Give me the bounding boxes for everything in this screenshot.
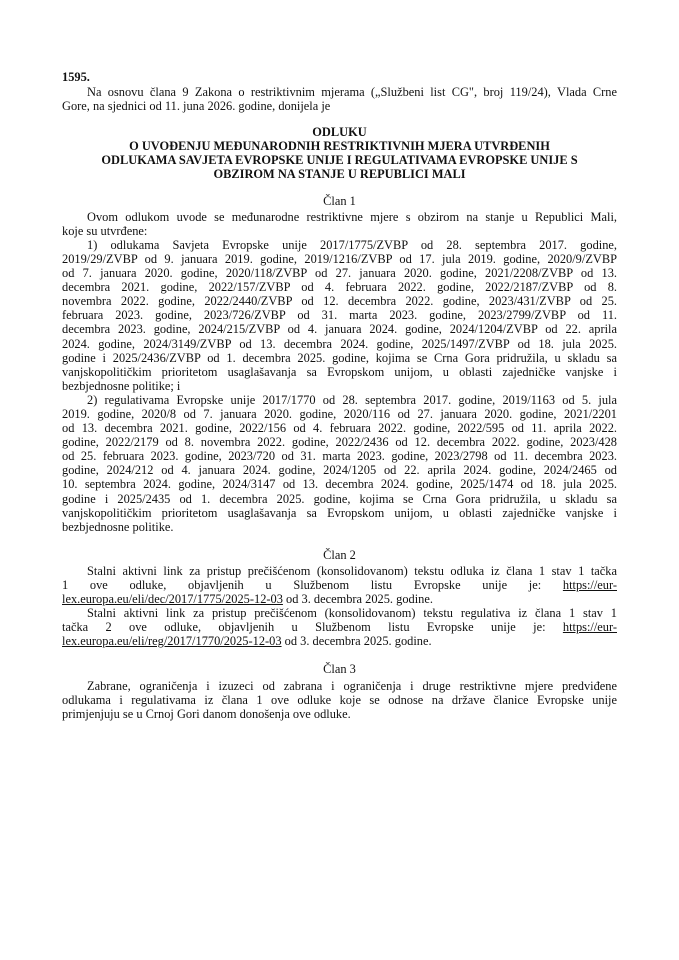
article-2-paragraph-2 — [62, 606, 617, 648]
text-line: decembra 2023. godine, 2024/215/ZVBP od 4. januara 2024. godine, 2024/1204/ZVBP od 22. aprila — [62, 322, 617, 337]
article-1-item-2 — [62, 393, 617, 534]
title-line: O UVOĐENJU MEĐUNARODNIH RESTRIKTIVNIH MJERA UTVRĐENIH — [129, 139, 550, 154]
text-line: novembra 2022. godine, 2022/2440/ZVBP od 12. decembra 2022. godine, 2023/431/ZVBP od 25. — [62, 294, 617, 309]
text-line: Stalni aktivni link za pristup prečišćenom (konsolidovanom) tekstu regulativa iz člana 1 stav 1 — [87, 606, 617, 621]
decision-number: 1595. — [62, 70, 90, 84]
text-line: februara 2023. godine, 2023/726/ZVBP od 31. marta 2023. godine, 2023/2799/ZVBP od 11. — [62, 308, 617, 323]
preamble-line: Gore, na sjednici od 11. juna 2026. godine, donijela je — [62, 99, 331, 114]
decision-title — [62, 125, 617, 181]
title-line: ODLUKU — [312, 125, 367, 140]
text-segment: od 3. decembra 2025. godine. — [282, 592, 433, 607]
text-line: godine, 2022/2179 od 8. novembra 2022. godine, 2022/2436 od 12. decembra 2022. godine, 2023/428 — [62, 435, 617, 450]
text-line: Stalni aktivni link za pristup prečišćenom (konsolidovanom) tekstu odluka iz člana 1 stav 1 tačka — [87, 563, 617, 578]
article-2-paragraph-1 — [62, 564, 617, 606]
title-line: OBZIROM NA STANJE U REPUBLICI MALI — [213, 167, 466, 182]
text-line: decembra 2021. godine, 2022/157/ZVBP od 4. februara 2022. godine, 2022/2187/ZVBP od 8. — [62, 280, 617, 295]
text-line — [62, 620, 617, 634]
text-line: primjenjuju se u Crnoj Gori danom donošenja ove odluke. — [62, 706, 351, 721]
text-line: 1) odlukama Savjeta Evropske unije 2017/1775/ZVBP od 28. septembra 2017. godine, — [87, 237, 617, 252]
text-line — [62, 634, 617, 648]
text-line: godine, 2024/212 od 4. januara 2024. godine, 2024/1205 od 22. aprila 2024. godine, 2024/2465 od — [62, 463, 617, 478]
eurlex-decision-link[interactable]: https://eur- — [562, 578, 617, 592]
text-line: od 7. januara 2020. godine, 2020/118/ZVBP od 27. januara 2020. godine, 2021/2208/ZVBP od 13. — [62, 266, 617, 281]
eurlex-decision-link-cont[interactable]: lex.europa.eu/eli/dec/2017/1775/2025-12-03 — [62, 592, 283, 607]
text-segment: od 3. decembra 2025. godine. — [281, 634, 432, 649]
text-segment: tačka 2 ove odluke, objavljenih u Službenom listu Evropske unije je: — [62, 620, 546, 635]
text-line — [62, 578, 617, 592]
text-line: vanjskopolitičkim prioritetom usaglašavanja sa Evropskom unijom, u oblasti zajedničke vanjske i — [62, 505, 617, 520]
text-line: od 13. decembra 2021. godine, 2022/156 od 4. februara 2022. godine, 2022/595 od 11. aprila 2022. — [62, 421, 617, 436]
document-page — [62, 70, 617, 721]
article-1-intro — [62, 210, 617, 238]
text-line: Ovom odlukom uvode se međunarodne restriktivne mjere s obzirom na stanje u Republici Mali, — [87, 209, 617, 224]
text-line: 2019. godine, 2020/8 od 7. januara 2020. godine, 2020/116 od 27. januara 2020. godine, 2021/2201 — [62, 406, 617, 421]
eurlex-regulation-link[interactable]: https://eur- — [562, 620, 617, 635]
text-line: 2) regulativama Evropske unije 2017/1770 od 28. septembra 2017. godine, 2019/1163 od 5. jula — [87, 392, 617, 407]
article-1-item-1 — [62, 238, 617, 393]
text-line: odlukama i regulativama iz člana 1 ove odluke koje se odnose na države članice Evropske unije — [62, 692, 617, 707]
preamble-line: Na osnovu člana 9 Zakona o restriktivnim mjerama („Službeni list CG", broj 119/24), Vlada Crne — [87, 85, 617, 99]
eurlex-regulation-link-cont[interactable]: lex.europa.eu/eli/reg/2017/1770/2025-12-03 — [62, 634, 282, 649]
text-segment: 1 ove odluke, objavljenih u Službenom listu Evropske unije je: — [62, 578, 542, 592]
text-line: od 25. februara 2023. godine, 2023/720 od 31. marta 2023. godine, 2023/2798 od 11. decembra 2023. — [62, 449, 617, 464]
text-line: 10. septembra 2024. godine, 2024/3147 od 13. decembra 2024. godine, 2025/1474 od 18. jula 2025. — [62, 477, 617, 492]
text-line: 2019/29/ZVBP od 9. januara 2019. godine, 2019/1216/ZVBP od 17. jula 2019. godine, 2020/9/ZVBP — [62, 251, 617, 266]
text-line: vanjskopolitičkim prioritetom usaglašavanja sa Evropskom unijom, u oblasti zajedničke vanjske i — [62, 364, 617, 379]
article-1-heading: Član 1 — [323, 193, 356, 208]
title-line: ODLUKAMA SAVJETA EVROPSKE UNIJE I REGULATIVAMA EVROPSKE UNIJE S — [101, 153, 578, 168]
article-3-heading: Član 3 — [323, 662, 356, 677]
text-line: Zabrane, ograničenja i izuzeci od zabrana i ograničenja i druge restriktivne mjere predviđene — [87, 678, 617, 693]
text-line: godine i 2025/2435 od 1. decembra 2025. godine, kojima se Crna Gora pridružila, u skladu sa — [62, 491, 617, 506]
text-line: bezbjednosne politike; i — [62, 378, 181, 393]
article-3-text — [62, 679, 617, 721]
text-line — [62, 592, 617, 606]
text-line: godine i 2025/2436/ZVBP od 1. decembra 2025. godine, kojima se Crna Gora pridružila, u skladu sa — [62, 350, 617, 365]
preamble — [62, 85, 617, 113]
text-line: koje su utvrđene: — [62, 223, 148, 238]
text-line: bezbjednosne politike. — [62, 519, 174, 534]
text-line: 2024. godine, 2024/3149/ZVBP od 13. decembra 2024. godine, 2025/1497/ZVBP od 18. jula 2025. — [62, 336, 617, 351]
article-2-heading: Član 2 — [323, 547, 356, 562]
